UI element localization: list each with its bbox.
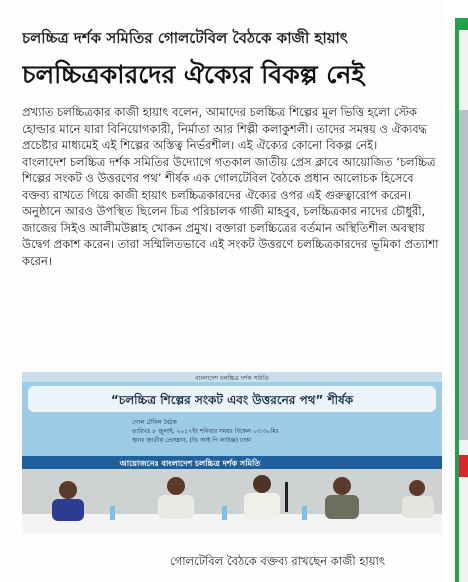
- person-3-head: [253, 475, 271, 493]
- photo-caption: গোলটেবিল বৈঠকে বক্তব্য রাখছেন কাজী হায়াৎ: [170, 554, 385, 568]
- banner-title: “চলচ্চিত্র শিল্পের সংকট এবং উত্তরনের পথ” শীর্ষক: [110, 393, 354, 407]
- adjacent-article-photo: [459, 110, 468, 440]
- banner-subline-2: তারিখঃ ৮ জুলাই, ২০১৭ইং শনিবার সময়ঃ বিকেল ০৩:৩০মিঃ: [132, 428, 279, 435]
- table-cloth: [22, 514, 442, 534]
- article-headline: চলচ্চিত্রকারদের ঐক্যের বিকল্প নেই: [22, 60, 365, 89]
- article-body: [22, 104, 442, 352]
- article-kicker: চলচ্চিত্র দর্শক সমিতির গোলটেবিল বৈঠকে কাজী হায়াৎ: [22, 29, 348, 47]
- person-4-body: [325, 495, 359, 519]
- water-bottle-icon: [222, 506, 227, 520]
- banner-subline-3: স্থানঃ জাতীয় প্রেসক্লাব, (ভি আই পি লাউঞ্জ) ঢাকা: [132, 437, 252, 444]
- banner-subline-1: গোল টেবিল বৈঠক: [132, 419, 177, 426]
- article-photo: [22, 372, 442, 534]
- microphone-icon: [285, 482, 288, 512]
- person-5-head: [409, 480, 425, 496]
- banner-top-line: বাংলাদেশ চলচ্চিত্র দর্শক সমিতি: [195, 375, 269, 382]
- person-2-body: [158, 495, 194, 519]
- person-4-head: [333, 477, 351, 495]
- event-photo-illustration: [22, 372, 442, 534]
- banner-organizer: আয়োজনেঃ বাংলাদেশ চলচ্চিত্র দর্শক সমিতি: [119, 459, 261, 468]
- person-2-head: [167, 477, 185, 495]
- adjacent-article-red-band: [459, 455, 468, 477]
- water-bottle-icon: [302, 506, 307, 520]
- water-bottle-icon: [110, 506, 115, 520]
- person-3-body: [244, 493, 280, 519]
- article-paragraph-2: বাংলাদেশ চলচ্চিত্র দর্শক সমিতির উদ্যোগে গতকাল জাতীয় প্রেস ক্লাবে আয়োজিত ‘চলচ্চিত্র শিল্পের সংকট ও উত্তরণের পথ’ শীর্ষক এক গোলটেবিল বৈঠকে প্রধান আলোচক হিসেবে বক্তব্য রাখতে গিয়ে কাজী হায়াৎ চলচ্চিত্রকারদের ঐক্যের ওপর এই গুরুত্বারোপ করেন।: [22, 154, 436, 202]
- person-1-body: [52, 499, 84, 521]
- article-paragraph-1: প্রখ্যাত চলচ্চিত্রকার কাজী হায়াৎ বলেন, আমাদের চলচ্চিত্র শিল্পের মূল ভিত্তি হলো স্টেক হোল্ডার মানে যারা বিনিয়োগকারী, নির্মাতা আর শিল্পী কলাকুশলী। তাদের সমন্বয় ও ঐক্যবদ্ধ প্রচেষ্টার মাধ্যমেই এই শিল্পের অস্তিত্ব নির্ভরশীল। এই ঐক্যের কোনো বিকল্প নেই।: [22, 105, 428, 152]
- article-paragraph-3: অনুষ্ঠানে আরও উপস্থিত ছিলেন চিত্র পরিচালক গাজী মাহবুব, চলচ্চিত্রকার নাদের চৌধুরী, জাজের সিইও আলীমউল্লাহ খোকন প্রমুখ। বক্তারা চলচ্চিত্রের বর্তমান অস্থিতিশীল অবস্থায় উদ্বেগ প্রকাশ করেন। তারা সম্মিলিতভাবে এই সংকট উত্তরণে চলচ্চিত্রকারদের ভূমিকা প্রত্যাশা করেন।: [22, 204, 439, 268]
- person-1-head: [59, 481, 77, 499]
- person-5-body: [402, 496, 434, 518]
